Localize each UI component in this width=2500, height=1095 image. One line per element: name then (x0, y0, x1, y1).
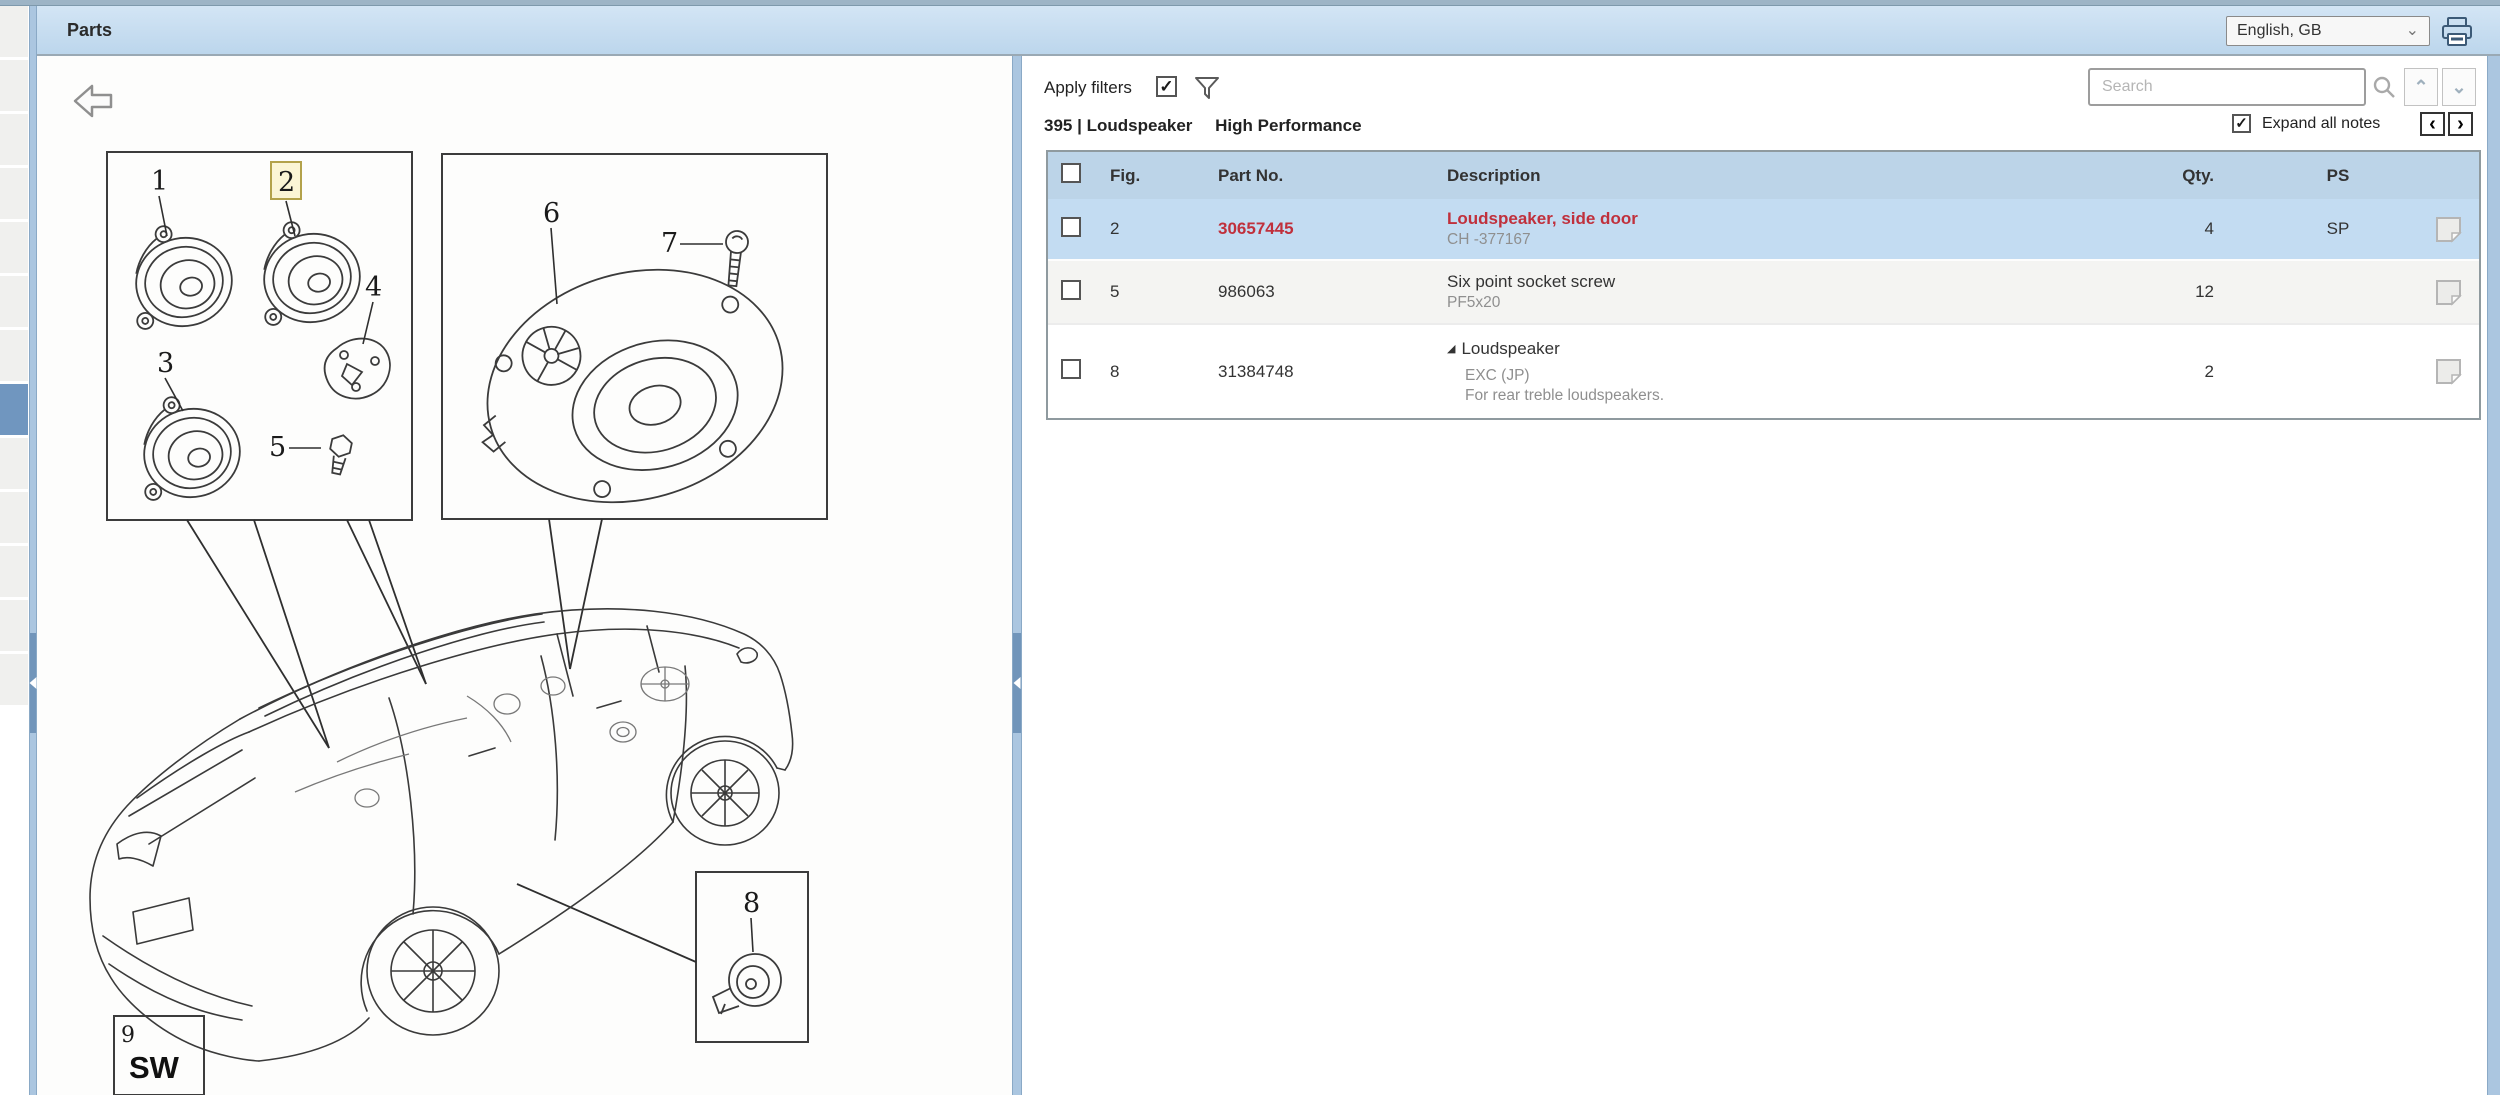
left-panel-splitter[interactable] (29, 6, 37, 1095)
parts-diagram (37, 56, 1012, 1095)
app-header (37, 6, 2500, 56)
chevron-left-icon: ‹ (2429, 113, 2436, 135)
filter-funnel-icon[interactable] (1194, 75, 1220, 101)
search-prev-match-button[interactable] (2404, 68, 2438, 106)
part-number-link[interactable]: 30657445 (1218, 219, 1294, 238)
page-title: Parts (67, 20, 113, 40)
rail-item[interactable] (0, 438, 28, 489)
collapse-left-icon (1014, 677, 1021, 689)
speaker-1-drawing (119, 214, 240, 336)
rail-item[interactable] (0, 330, 28, 381)
col-header-description: Description (1447, 165, 1541, 185)
callout-2-selected[interactable]: 2 (278, 167, 296, 198)
part-number[interactable]: 31384748 (1218, 361, 1294, 381)
diagram-list-splitter[interactable] (1012, 56, 1022, 1095)
language-select[interactable] (2226, 16, 2430, 46)
sw-label: SW (129, 1050, 179, 1085)
rail-item[interactable] (0, 114, 28, 165)
car-wheels (367, 741, 779, 1035)
part-chassis-note: CH -377167 (1447, 231, 1531, 248)
breadcrumb-section: Loudspeaker (1086, 116, 1193, 135)
diagram-panel (37, 56, 1012, 1095)
parts-list-panel (1022, 56, 2487, 1095)
back-button[interactable] (75, 86, 111, 116)
apply-filters-label: Apply filters (1044, 78, 1132, 97)
breadcrumb-separator: | (1077, 116, 1082, 135)
part-qty: 2 (2204, 361, 2214, 381)
callout-5[interactable]: 5 (269, 432, 287, 463)
table-row-selected[interactable] (1048, 199, 2479, 259)
rail-item[interactable] (0, 60, 28, 111)
part-description: Six point socket screw (1447, 272, 1616, 291)
collapse-left-icon (30, 677, 37, 689)
rail-item[interactable] (0, 6, 28, 57)
col-header-qty: Qty. (2182, 165, 2214, 185)
search-next-match-button[interactable] (2442, 68, 2476, 106)
callout-4[interactable]: 4 (365, 272, 383, 303)
table-header-row (1048, 152, 2479, 199)
breadcrumb-variant: High Performance (1215, 116, 1362, 135)
fig-number: 5 (1110, 282, 1120, 301)
row-checkbox[interactable] (1061, 217, 1081, 237)
part-qty: 12 (2195, 282, 2214, 301)
chevron-up-icon: ⌃ (2413, 76, 2429, 97)
part-description: Loudspeaker (1461, 338, 1560, 358)
bracket-4-drawing (325, 339, 390, 399)
speaker-3-drawing (127, 385, 248, 507)
note-icon[interactable] (2435, 358, 2462, 385)
note-icon[interactable] (2435, 216, 2462, 243)
right-scroll-strip[interactable] (2487, 56, 2500, 1095)
parts-table (1046, 150, 2481, 420)
figure-box-2 (442, 154, 827, 519)
function-group-code: 395 (1044, 116, 1073, 135)
callout-9[interactable]: 9 (121, 1023, 135, 1048)
rail-item-selected[interactable] (0, 384, 28, 435)
next-figure-button[interactable] (2448, 112, 2473, 136)
breadcrumb-row (1022, 112, 2487, 150)
expand-all-notes-label: Expand all notes (2262, 115, 2381, 132)
chevron-down-icon: ⌄ (2405, 22, 2419, 39)
splitter-handle[interactable] (1013, 633, 1021, 733)
rail-item[interactable] (0, 168, 28, 219)
callout-7[interactable]: 7 (661, 228, 679, 259)
part-number[interactable]: 986063 (1218, 282, 1275, 301)
print-button[interactable] (2440, 16, 2474, 48)
splitter-handle[interactable] (30, 633, 36, 733)
figure-box-1 (107, 152, 412, 520)
rail-item[interactable] (0, 276, 28, 327)
part-usage-note: For rear treble loudspeakers. (1465, 386, 1665, 404)
fig-number: 8 (1110, 361, 1120, 381)
part-size-note: PF5x20 (1447, 294, 1501, 311)
screw-7-drawing (721, 230, 749, 287)
search-input[interactable] (2088, 68, 2366, 106)
rail-item[interactable] (0, 222, 28, 273)
check-icon: ✓ (2235, 115, 2248, 132)
part-description: Loudspeaker, side door (1447, 209, 1638, 228)
check-icon: ✓ (1159, 77, 1174, 96)
callout-6[interactable]: 6 (543, 198, 561, 229)
rail-item[interactable] (0, 492, 28, 543)
chevron-down-icon: ⌄ (2451, 76, 2467, 97)
chevron-right-icon: › (2457, 113, 2464, 135)
expand-all-notes-checkbox[interactable] (2232, 114, 2251, 133)
col-header-ps: PS (2326, 165, 2350, 185)
apply-filters-checkbox[interactable] (1156, 76, 1177, 97)
speaker-2-drawing (247, 210, 368, 332)
plate-6-drawing (448, 236, 810, 539)
left-menu-rail (0, 6, 28, 1095)
rail-item[interactable] (0, 546, 28, 597)
breadcrumb (1044, 116, 1362, 136)
col-header-part-no: Part No. (1218, 165, 1284, 185)
tweeter-8-drawing (713, 954, 781, 1014)
select-all-checkbox[interactable] (1061, 163, 1081, 183)
part-ps-flag: SP (2326, 219, 2350, 238)
search-icon (2371, 74, 2397, 100)
expanded-note-marker-icon[interactable]: ◢ (1447, 342, 1456, 355)
rail-item[interactable] (0, 654, 28, 705)
bolt-5-drawing (325, 433, 353, 475)
filters-row (1022, 56, 2487, 112)
language-select-value: English, GB (2237, 22, 2322, 39)
rail-item[interactable] (0, 600, 28, 651)
search-button[interactable] (2368, 68, 2400, 106)
row-checkbox[interactable] (1061, 359, 1081, 379)
callout-8[interactable]: 8 (743, 888, 761, 919)
row-checkbox[interactable] (1061, 280, 1081, 300)
col-header-fig: Fig. (1110, 165, 1141, 185)
fig-number: 2 (1110, 219, 1120, 238)
table-row[interactable] (1048, 323, 2479, 418)
callout-1[interactable]: 1 (151, 166, 169, 197)
note-icon[interactable] (2435, 279, 2462, 306)
previous-figure-button[interactable] (2420, 112, 2445, 136)
callout-3[interactable]: 3 (157, 348, 175, 379)
part-qty: 4 (2204, 219, 2214, 238)
part-exclusion-note: EXC (JP) (1465, 366, 1530, 384)
table-row[interactable] (1048, 259, 2479, 323)
